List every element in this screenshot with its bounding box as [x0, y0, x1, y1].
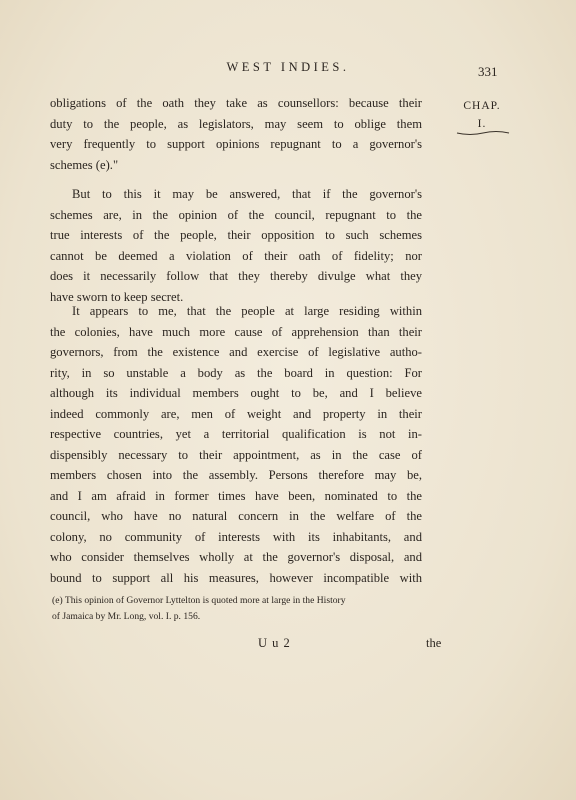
margin-ornament-rule: [456, 130, 510, 136]
text-line: dispensibly necessary to their appointment, as in the case of: [50, 447, 422, 462]
text-line: It appears to me, that the people at large residing within: [72, 304, 422, 318]
text-line: who consider themselves wholly at the governor's disposal, and: [50, 550, 422, 564]
paragraph-but: [50, 184, 422, 307]
text-line: duty to the people, as legislators, may seem to oblige them: [50, 116, 422, 131]
page-number: 331: [478, 64, 498, 79]
paragraph-it-appears: [50, 301, 422, 588]
catchword: the: [426, 636, 442, 650]
running-head: WEST INDIES.: [226, 60, 350, 74]
margin-chapter-note: [452, 97, 512, 133]
text-line: But to this it may be answered, that if the governor's: [72, 187, 422, 201]
text-line: council, who have no natural concern in the welfare of the: [50, 509, 422, 523]
text-line: very frequently to support opinions repugnant to a governor's: [50, 137, 422, 151]
text-line: schemes (e).": [50, 157, 119, 172]
footnote-line: of Jamaica by Mr. Long, vol. I. p. 156.: [52, 611, 201, 622]
text-line: the colonies, have much more cause of apprehension than their: [50, 324, 422, 339]
text-line: have sworn to keep secret.: [50, 289, 184, 304]
text-line: rity, in so unstable a body as the board in question: For: [50, 365, 422, 380]
chapter-number: I.: [477, 118, 487, 130]
footnote: [52, 593, 424, 625]
printer-signature-mark: U u 2: [258, 636, 291, 650]
text-line: obligations of the oath they take as counsellors: because their: [50, 96, 422, 110]
text-line: governors, from the existence and exercise of legislative autho-: [50, 345, 422, 359]
text-line: indeed commonly are, men of weight and property in their: [50, 406, 422, 421]
text-line: does it necessarily follow that they thereby divulge what they: [50, 269, 422, 283]
footnote-line: (e) This opinion of Governor Lyttelton is quoted more at large in the History: [52, 595, 346, 606]
text-line: respective countries, yet a territorial qualification is not in-: [50, 427, 422, 441]
text-line: colony, no community of interests with its inhabitants, and: [50, 529, 422, 544]
text-line: schemes are, in the opinion of the council, repugnant to the: [50, 207, 422, 222]
text-line: bound to support all his measures, however incompatible with: [50, 570, 422, 585]
text-line: although its individual members ought to be, and I believe: [50, 386, 422, 400]
paragraph-continuation: [50, 93, 422, 175]
text-line: cannot be deemed a violation of their oath of fidelity; nor: [50, 248, 422, 263]
text-line: true interests of the people, their opposition to such schemes: [50, 228, 422, 242]
text-line: and I am afraid in former times have been, nominated to the: [50, 488, 422, 503]
text-line: members chosen into the assembly. Persons therefore may be,: [50, 468, 422, 482]
chapter-label: CHAP.: [463, 100, 501, 112]
